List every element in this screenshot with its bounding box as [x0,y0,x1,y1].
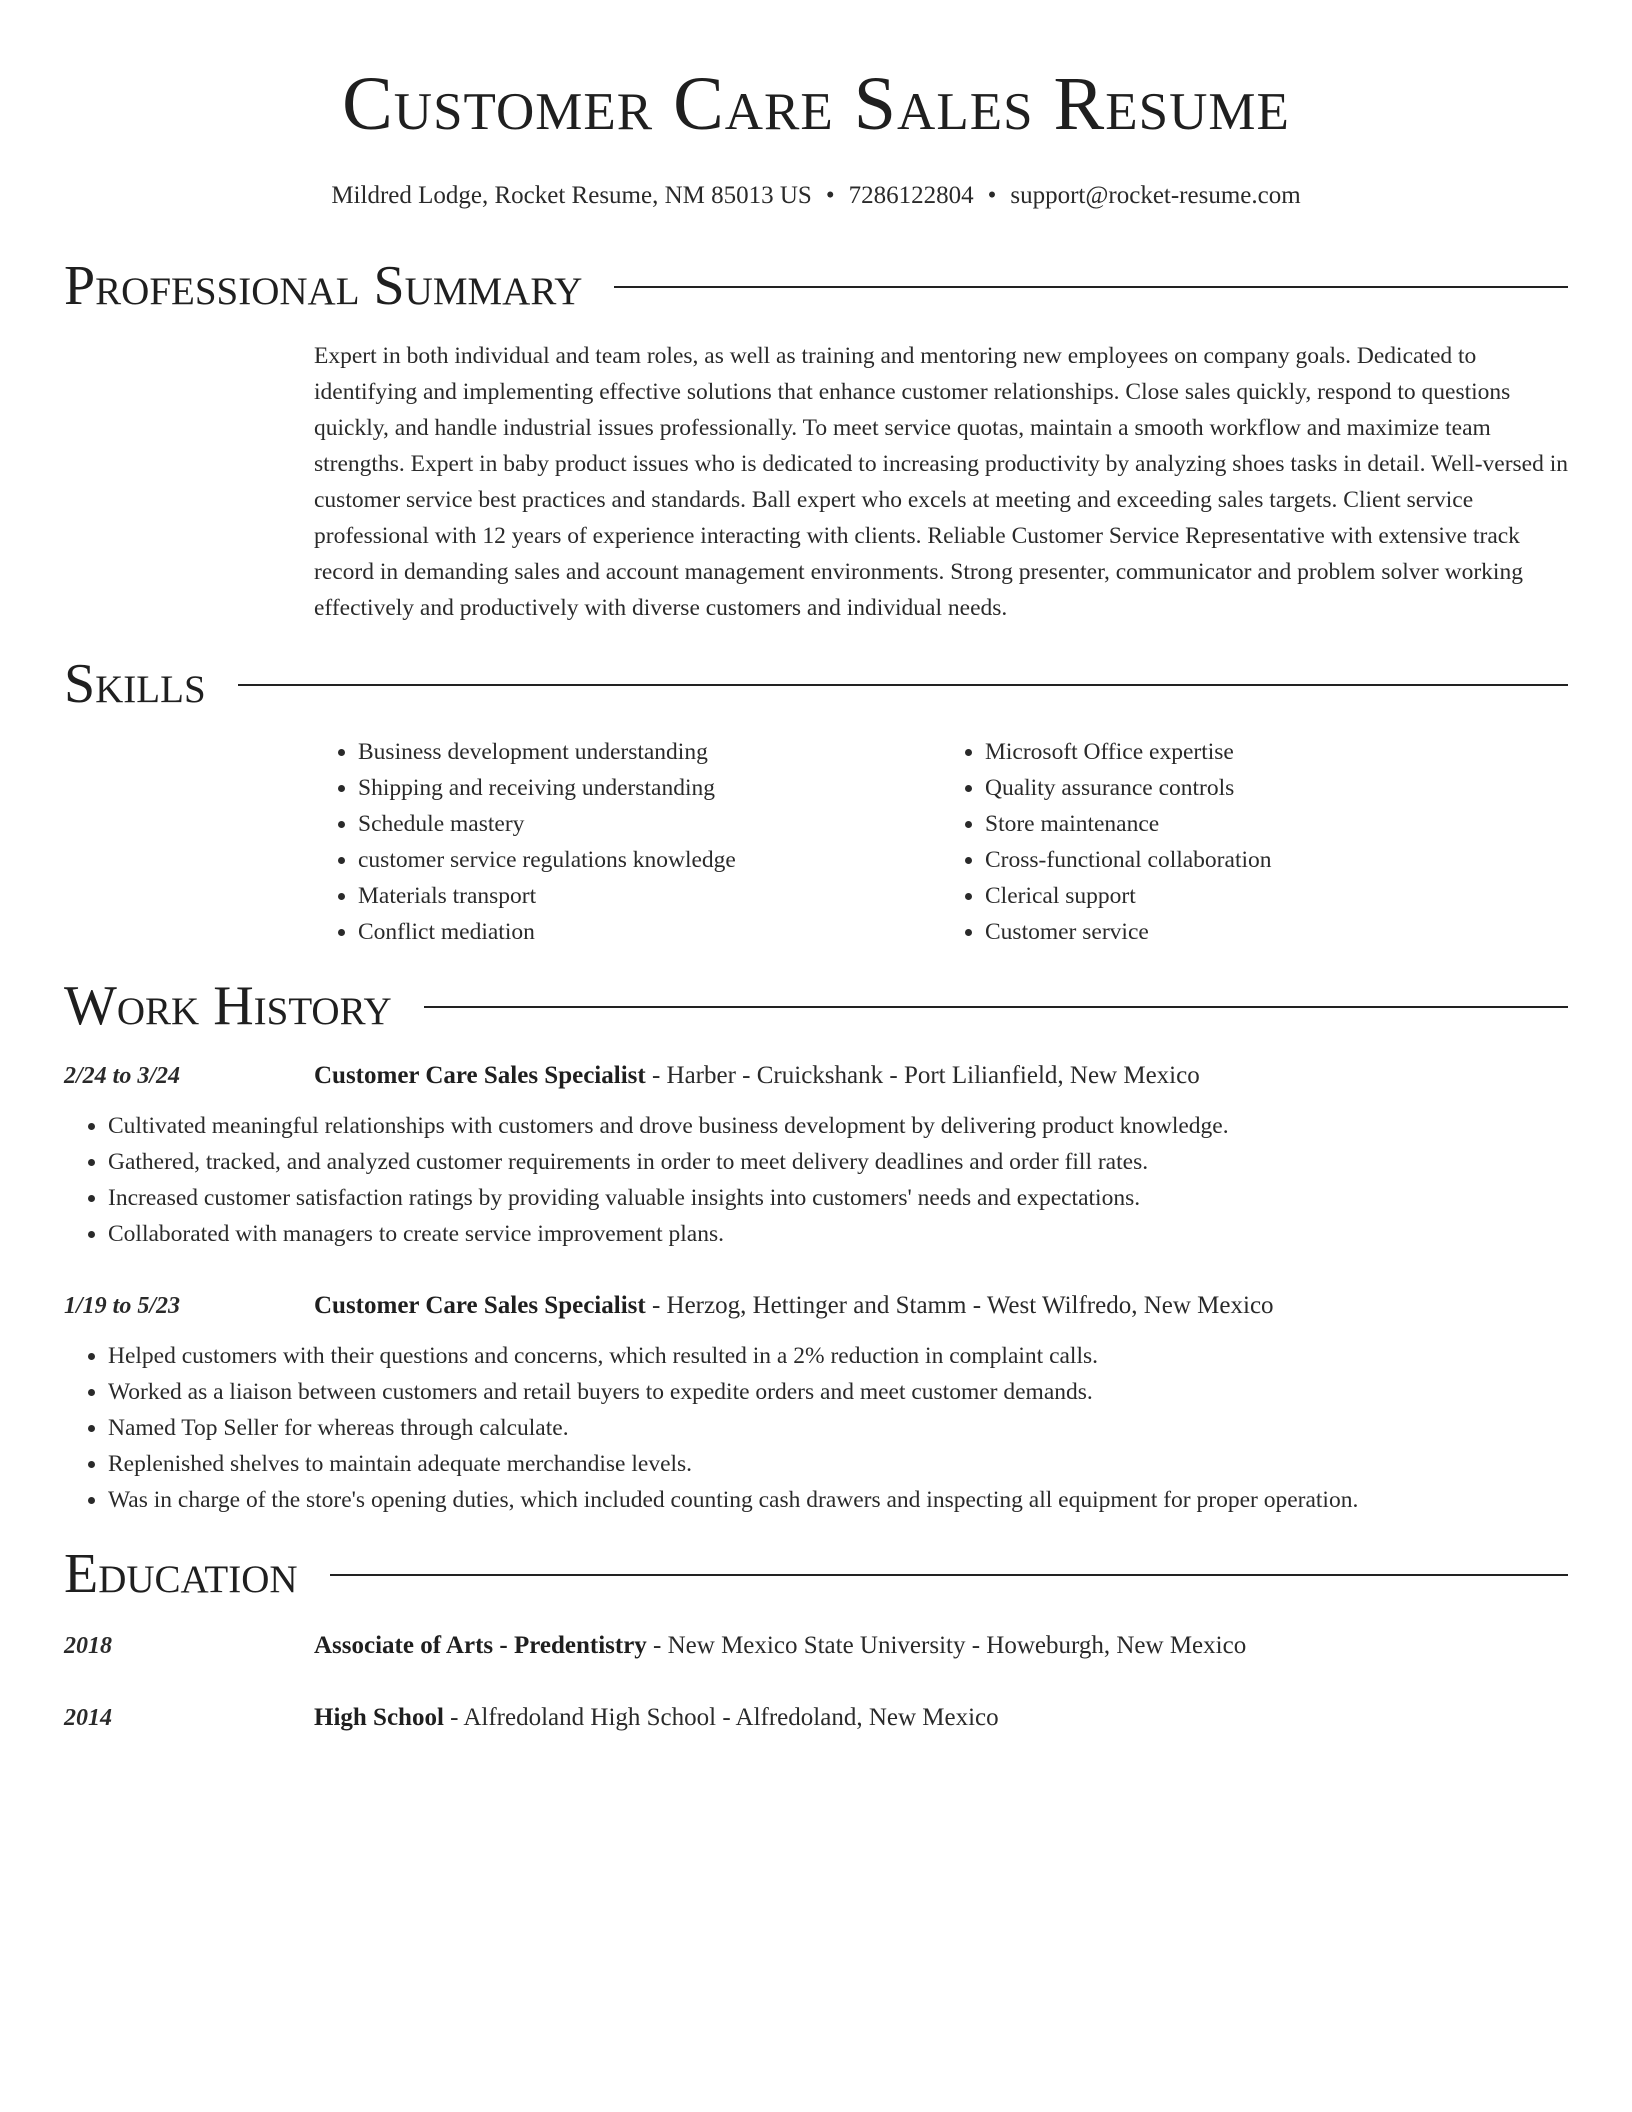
education-degree: High School [314,1704,444,1731]
skills-heading: Skills [64,653,206,715]
summary-text: Expert in both individual and team roles, as well as training and mentoring new employees on company goals. Dedicated to identifying and implementing effective solutions that enhance customer relationships. Close sales quickly, respond to questions quickly, and handle industrial issues professionally. To meet service quotas, maintain a smooth workflow and maximize team strengths. Expert in baby product issues who is dedicated to increasing productivity by analyzing shoes tasks in detail. Well-versed in customer service best practices and standards. Ball expert who excels at meeting and exceeding sales targets. Client service professional with 12 years of experience interacting with clients. Reliable Customer Service Representative with extensive track record in demanding sales and account management environments. Strong presenter, communicator and problem solver working effectively and productively with diverse customers and individual needs. [314,343,1569,621]
job-role: Customer Care Sales Specialist [314,1062,646,1089]
skill-item: • Materials transport [358,878,941,914]
skills-list [314,734,1568,950]
work-section-header [64,974,1568,1038]
job-bullet: • Replenished shelves to maintain adequate merchandise levels. [108,1446,1568,1482]
contact-email: support@rocket-resume.com [1010,182,1301,209]
job-bullet: • Worked as a liaison between customers and retail buyers to expedite orders and meet customer demands. [108,1374,1568,1410]
summary-section-header [64,254,1568,318]
job-bullet: • Gathered, tracked, and analyzed customer requirements in order to meet delivery deadlines and order fill rates. [108,1144,1568,1180]
education-row [64,1700,1568,1736]
education-entry [64,1628,1568,1664]
skill-item: • Microsoft Office expertise [985,734,1568,770]
job-bullet: • Named Top Seller for whereas through calculate. [108,1410,1568,1446]
contact-address: Mildred Lodge, Rocket Resume, NM 85013 US [331,182,812,209]
job-header [64,1288,1568,1324]
section-divider [238,684,1568,686]
job-entry [64,1288,1568,1518]
work-heading: Work History [64,975,392,1037]
job-role: Customer Care Sales Specialist [314,1292,646,1319]
education-heading: Education [64,1543,298,1605]
education-entry [64,1700,1568,1736]
skill-item: • customer service regulations knowledge [358,842,941,878]
job-bullet: • Collaborated with managers to create service improvement plans. [108,1216,1568,1252]
education-school: - New Mexico State University - Howeburgh, New Mexico [646,1632,1247,1659]
section-divider [330,1574,1568,1576]
skill-item: • Business development understanding [358,734,941,770]
skill-item: • Clerical support [985,878,1568,914]
job-header [64,1058,1568,1094]
job-bullets [64,1108,1568,1252]
job-employer: - Herzog, Hettinger and Stamm - West Wilfredo, New Mexico [645,1292,1274,1319]
skill-item: • Customer service [985,914,1568,950]
job-bullet: • Was in charge of the store's opening duties, which included counting cash drawers and inspecting all equipment for proper operation. [108,1482,1568,1518]
skill-item: • Cross-functional collaboration [985,842,1568,878]
education-school: - Alfredoland High School - Alfredoland, New Mexico [443,1704,999,1731]
job-bullets [64,1338,1568,1518]
education-degree: Associate of Arts - Predentistry [314,1632,647,1659]
contact-line [64,180,1568,212]
skills-column-right [941,734,1568,950]
job-dates: 2/24 to 3/24 [64,1063,181,1089]
job-title-line [314,1058,1200,1094]
section-divider [614,286,1568,288]
skills-section-header [64,652,1568,716]
job-title-line [314,1288,1274,1324]
job-bullet: • Cultivated meaningful relationships with customers and drove business development by delivering product knowledge. [108,1108,1568,1144]
job-dates: 1/19 to 5/23 [64,1293,181,1319]
skills-column-left [314,734,941,950]
education-year: 2014 [64,1705,112,1731]
education-line [314,1628,1246,1664]
job-entry [64,1058,1568,1252]
skill-item: • Conflict mediation [358,914,941,950]
education-line [314,1700,999,1736]
skill-item: • Shipping and receiving understanding [358,770,941,806]
skill-item: • Store maintenance [985,806,1568,842]
contact-separator: • [987,182,997,209]
education-year: 2018 [64,1633,112,1659]
section-divider [424,1006,1568,1008]
job-bullet: • Increased customer satisfaction ratings by providing valuable insights into customers' needs and expectations. [108,1180,1568,1216]
job-bullet: • Helped customers with their questions and concerns, which resulted in a 2% reduction in complaint calls. [108,1338,1568,1374]
skill-item: • Schedule mastery [358,806,941,842]
summary-heading: Professional Summary [64,255,583,317]
contact-separator: • [825,182,835,209]
education-row [64,1628,1568,1664]
education-section-header [64,1542,1568,1606]
job-employer: - Harber - Cruickshank - Port Lilianfield, New Mexico [645,1062,1200,1089]
contact-phone: 7286122804 [848,182,974,209]
resume-title: Customer Care Sales Resume [342,62,1290,146]
skill-item: • Quality assurance controls [985,770,1568,806]
